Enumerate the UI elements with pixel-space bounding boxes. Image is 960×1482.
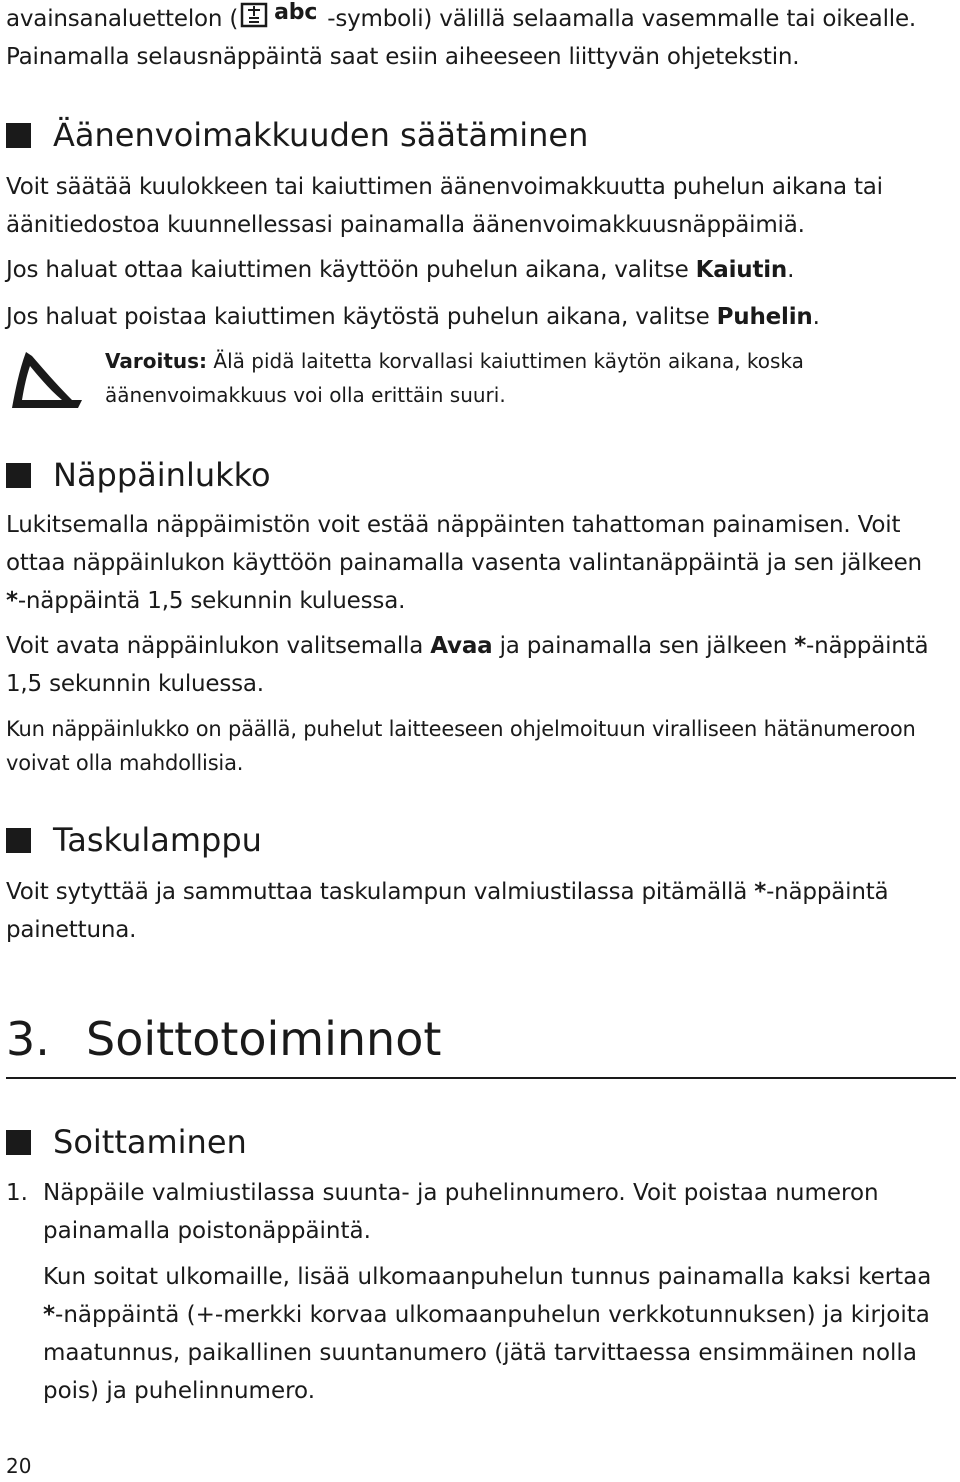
keylock-p2-mid: ja painamalla sen jälkeen: [492, 633, 795, 659]
calling-heading-text: Soittaminen: [53, 1123, 247, 1161]
warning-label: Varoitus:: [105, 349, 208, 373]
keylock-p1-line3: -näppäintä 1,5 sekunnin kuluessa.: [17, 588, 406, 614]
section-bullet-icon: [6, 123, 31, 148]
keyboard-symbol-icon: [240, 2, 318, 30]
flashlight-line1: Voit sytyttää ja sammuttaa taskulampun valmiustilassa pitämällä: [6, 879, 755, 905]
chapter-title: [6, 1010, 441, 1068]
star-key: *: [43, 1302, 56, 1328]
volume-heading: [6, 115, 588, 155]
volume-p3-text: Jos haluat poistaa kaiuttimen käytöstä puhelun aikana, valitse: [6, 304, 717, 330]
warning-icon: [8, 350, 82, 412]
keylock-p3-line2: voivat olla mahdollisia.: [6, 751, 244, 775]
intl-line1: Kun soitat ulkomaille, lisää ulkomaanpuhelun tunnus painamalla kaksi kertaa: [43, 1264, 932, 1290]
keylock-p2-end: -näppäintä: [806, 633, 929, 659]
star-key: *: [6, 588, 18, 614]
flashlight-paragraph: [6, 873, 946, 949]
keylock-paragraph-2: [6, 627, 946, 703]
keylock-p2-line2: 1,5 sekunnin kuluessa.: [6, 671, 264, 697]
volume-p2-end: .: [787, 257, 795, 283]
warning-line2: äänenvoimakkuus voi olla erittäin suuri.: [105, 383, 506, 407]
volume-p2-text: Jos haluat ottaa kaiuttimen käyttöön puhelun aikana, valitse: [6, 257, 696, 283]
volume-paragraph-3: [6, 298, 946, 336]
volume-heading-text: Äänenvoimakkuuden säätäminen: [53, 116, 589, 154]
keylock-p1-line1: Lukitsemalla näppäimistön voit estää näppäinten tahattoman painamisen. Voit: [6, 512, 901, 538]
keylock-paragraph-1: [6, 506, 946, 620]
intl-line3: maatunnus, paikallinen suuntanumero (jätä tarvittaessa ensimmäinen nolla: [43, 1340, 917, 1366]
flashlight-heading: [6, 820, 262, 860]
list-item: [43, 1174, 943, 1250]
section-bullet-icon: [6, 828, 31, 853]
volume-p1-line1: Voit säätää kuulokkeen tai kaiuttimen äänenvoimakkuutta puhelun aikana tai: [6, 174, 883, 200]
warning-paragraph: [105, 344, 905, 412]
chapter-number: 3.: [6, 1012, 50, 1066]
calling-item-line1: Näppäile valmiustilassa suunta- ja puhelinnumero. Voit poistaa numeron: [43, 1180, 879, 1206]
keylock-p2-text: Voit avata näppäinlukon valitsemalla: [6, 633, 431, 659]
volume-p1-line2: äänitiedostoa kuunnellessasi painamalla äänenvoimakkuusnäppäimiä.: [6, 212, 805, 238]
warning-line1: Älä pidä laitetta korvallasi kaiuttimen käytön aikana, koska: [207, 349, 804, 373]
volume-paragraph-1: [6, 168, 946, 244]
volume-paragraph-2: [6, 251, 946, 289]
keylock-p1-line2: ottaa näppäinlukon käyttöön painamalla vasenta valintanäppäintä ja sen jälkeen: [6, 550, 922, 576]
section-bullet-icon: [6, 1130, 31, 1155]
keylock-heading: [6, 455, 271, 495]
handset-option: Puhelin: [716, 304, 813, 330]
keylock-p3-line1: Kun näppäinlukko on päällä, puhelut laitteeseen ohjelmoituun viralliseen hätänumeroon: [6, 717, 916, 741]
keylock-paragraph-3: [6, 712, 946, 780]
calling-heading: [6, 1122, 247, 1162]
speaker-option: Kaiutin: [695, 257, 788, 283]
chapter-title-text: Soittotoiminnot: [86, 1012, 442, 1066]
keyboard-symbol-label: abc: [274, 0, 318, 25]
intro-line1-start: avainsanaluettelon (: [6, 6, 239, 32]
star-key: *: [754, 879, 767, 905]
calling-item-line2: painamalla poistonäppäintä.: [43, 1218, 371, 1244]
chapter-divider: [6, 1077, 956, 1079]
flashlight-line1-end: -näppäintä: [766, 879, 889, 905]
page-number: 20: [6, 1454, 32, 1478]
unlock-option: Avaa: [430, 633, 493, 659]
star-key: *: [794, 633, 807, 659]
intl-line4: pois) ja puhelinnumero.: [43, 1378, 316, 1404]
flashlight-heading-text: Taskulamppu: [53, 821, 262, 859]
international-call-paragraph: [43, 1258, 943, 1410]
intro-line1-end: -symboli) välillä selaamalla vasemmalle tai oikealle.: [320, 6, 917, 32]
list-item-number: 1.: [6, 1180, 28, 1206]
intl-line2: -näppäintä (+-merkki korvaa ulkomaanpuhelun verkkotunnuksen) ja kirjoita: [55, 1302, 930, 1328]
intro-line2: Painamalla selausnäppäintä saat esiin aiheeseen liittyvän ohjetekstin.: [6, 44, 800, 70]
volume-p3-end: .: [812, 304, 820, 330]
section-bullet-icon: [6, 463, 31, 488]
flashlight-line2: painettuna.: [6, 917, 137, 943]
intro-paragraph: [6, 0, 946, 76]
keylock-heading-text: Näppäinlukko: [53, 456, 271, 494]
